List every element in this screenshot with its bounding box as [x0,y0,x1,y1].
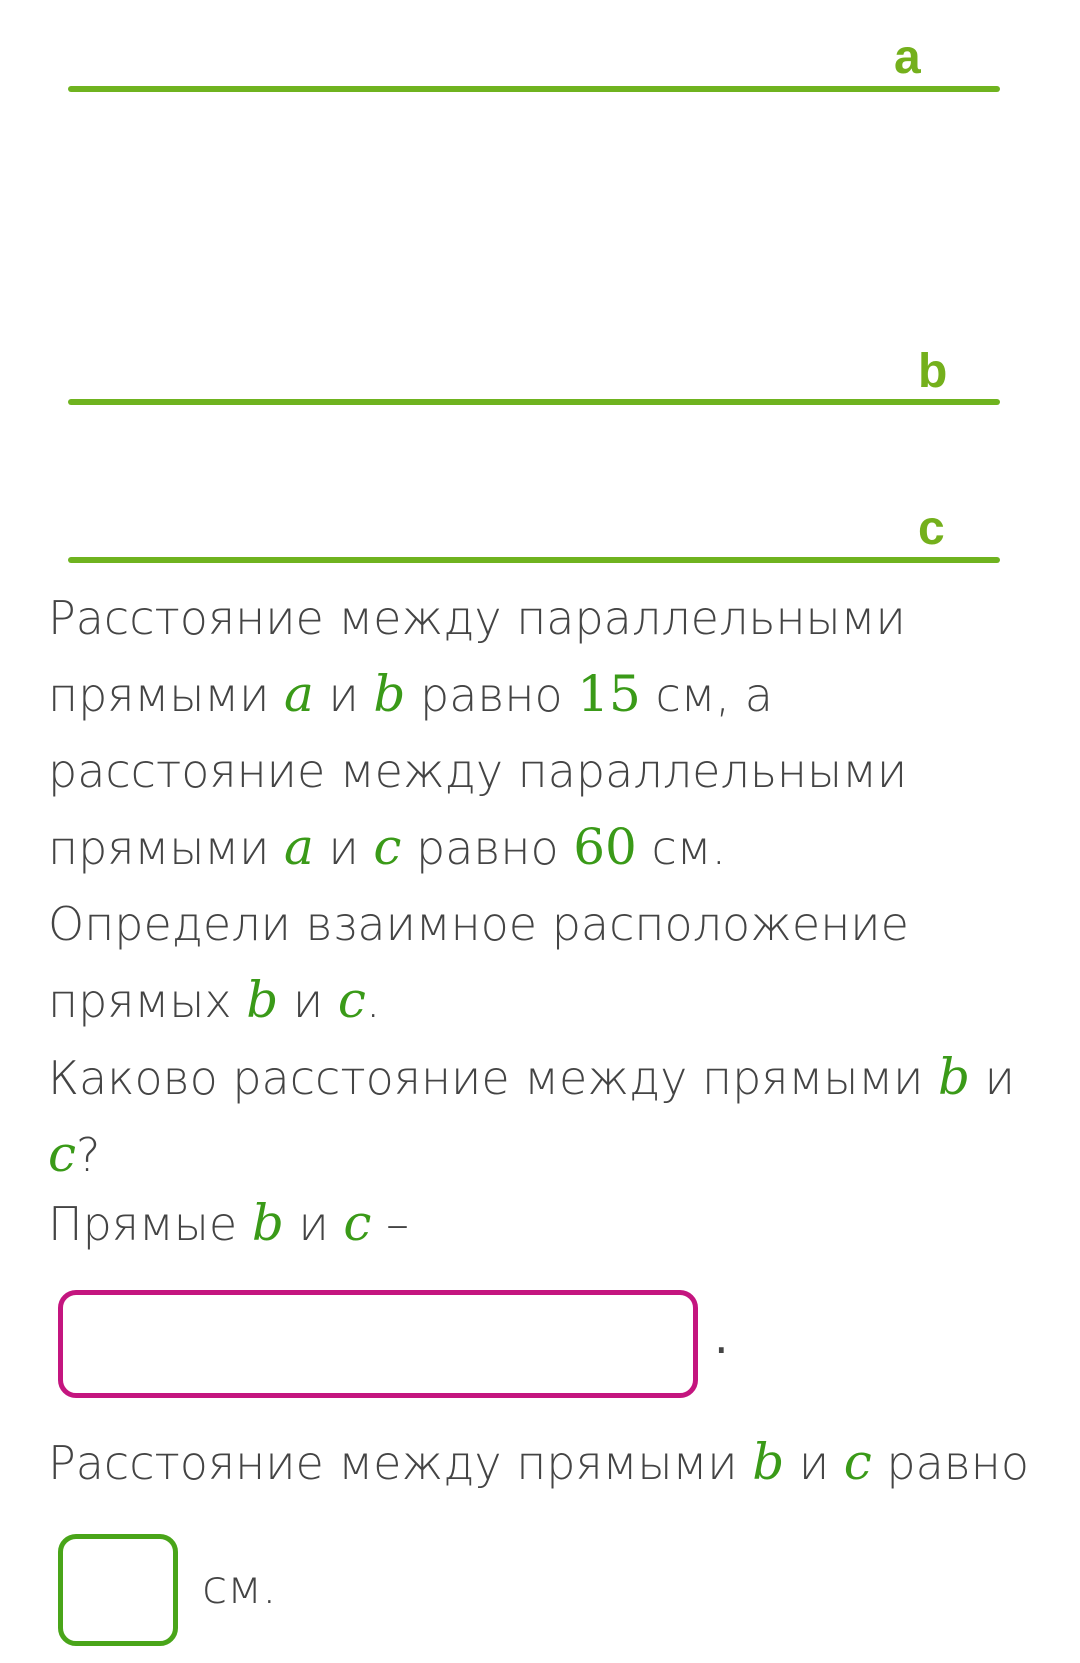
var-b: b [938,1048,971,1106]
var-a: a [284,665,314,723]
var-b: b [373,665,406,723]
answer1-period: . [714,1310,729,1364]
problem-paragraph-2: Определи взаимное расположение прямых b и c. [48,897,909,1029]
answer2-prompt: Расстояние между прямыми b и c равно [48,1433,1029,1491]
line-c [68,557,1000,563]
distance-unit: см. [202,1560,277,1614]
var-c: c [843,1433,872,1491]
var-c: c [343,1194,372,1252]
var-a: a [284,818,314,876]
line-a-label: a [894,31,921,84]
line-b-label: b [918,345,948,398]
var-c: c [48,1125,77,1183]
var-b: b [251,1194,284,1252]
parallel-lines-figure [0,0,1080,590]
var-c: c [373,818,402,876]
var-c: c [337,971,366,1029]
problem-paragraph-1: Расстояние между параллельными прямыми a и b равно 15 см, а расстояние между параллельными прямыми a и c равно 60 см. [48,591,908,876]
number-15: 15 [577,665,641,723]
line-c-label: c [918,502,945,555]
line-a [68,86,1000,92]
problem-statement [48,580,1048,1193]
var-b: b [752,1433,785,1491]
var-b: b [246,971,279,1029]
number-60: 60 [573,818,637,876]
distance-answer-input[interactable] [58,1534,178,1646]
lines-relation-answer-input[interactable] [58,1290,698,1398]
line-b [68,399,1000,405]
problem-paragraph-3: Каково расстояние между прямыми b и c? [48,1048,1015,1183]
answer1-prompt: Прямые b и c – [48,1194,410,1252]
